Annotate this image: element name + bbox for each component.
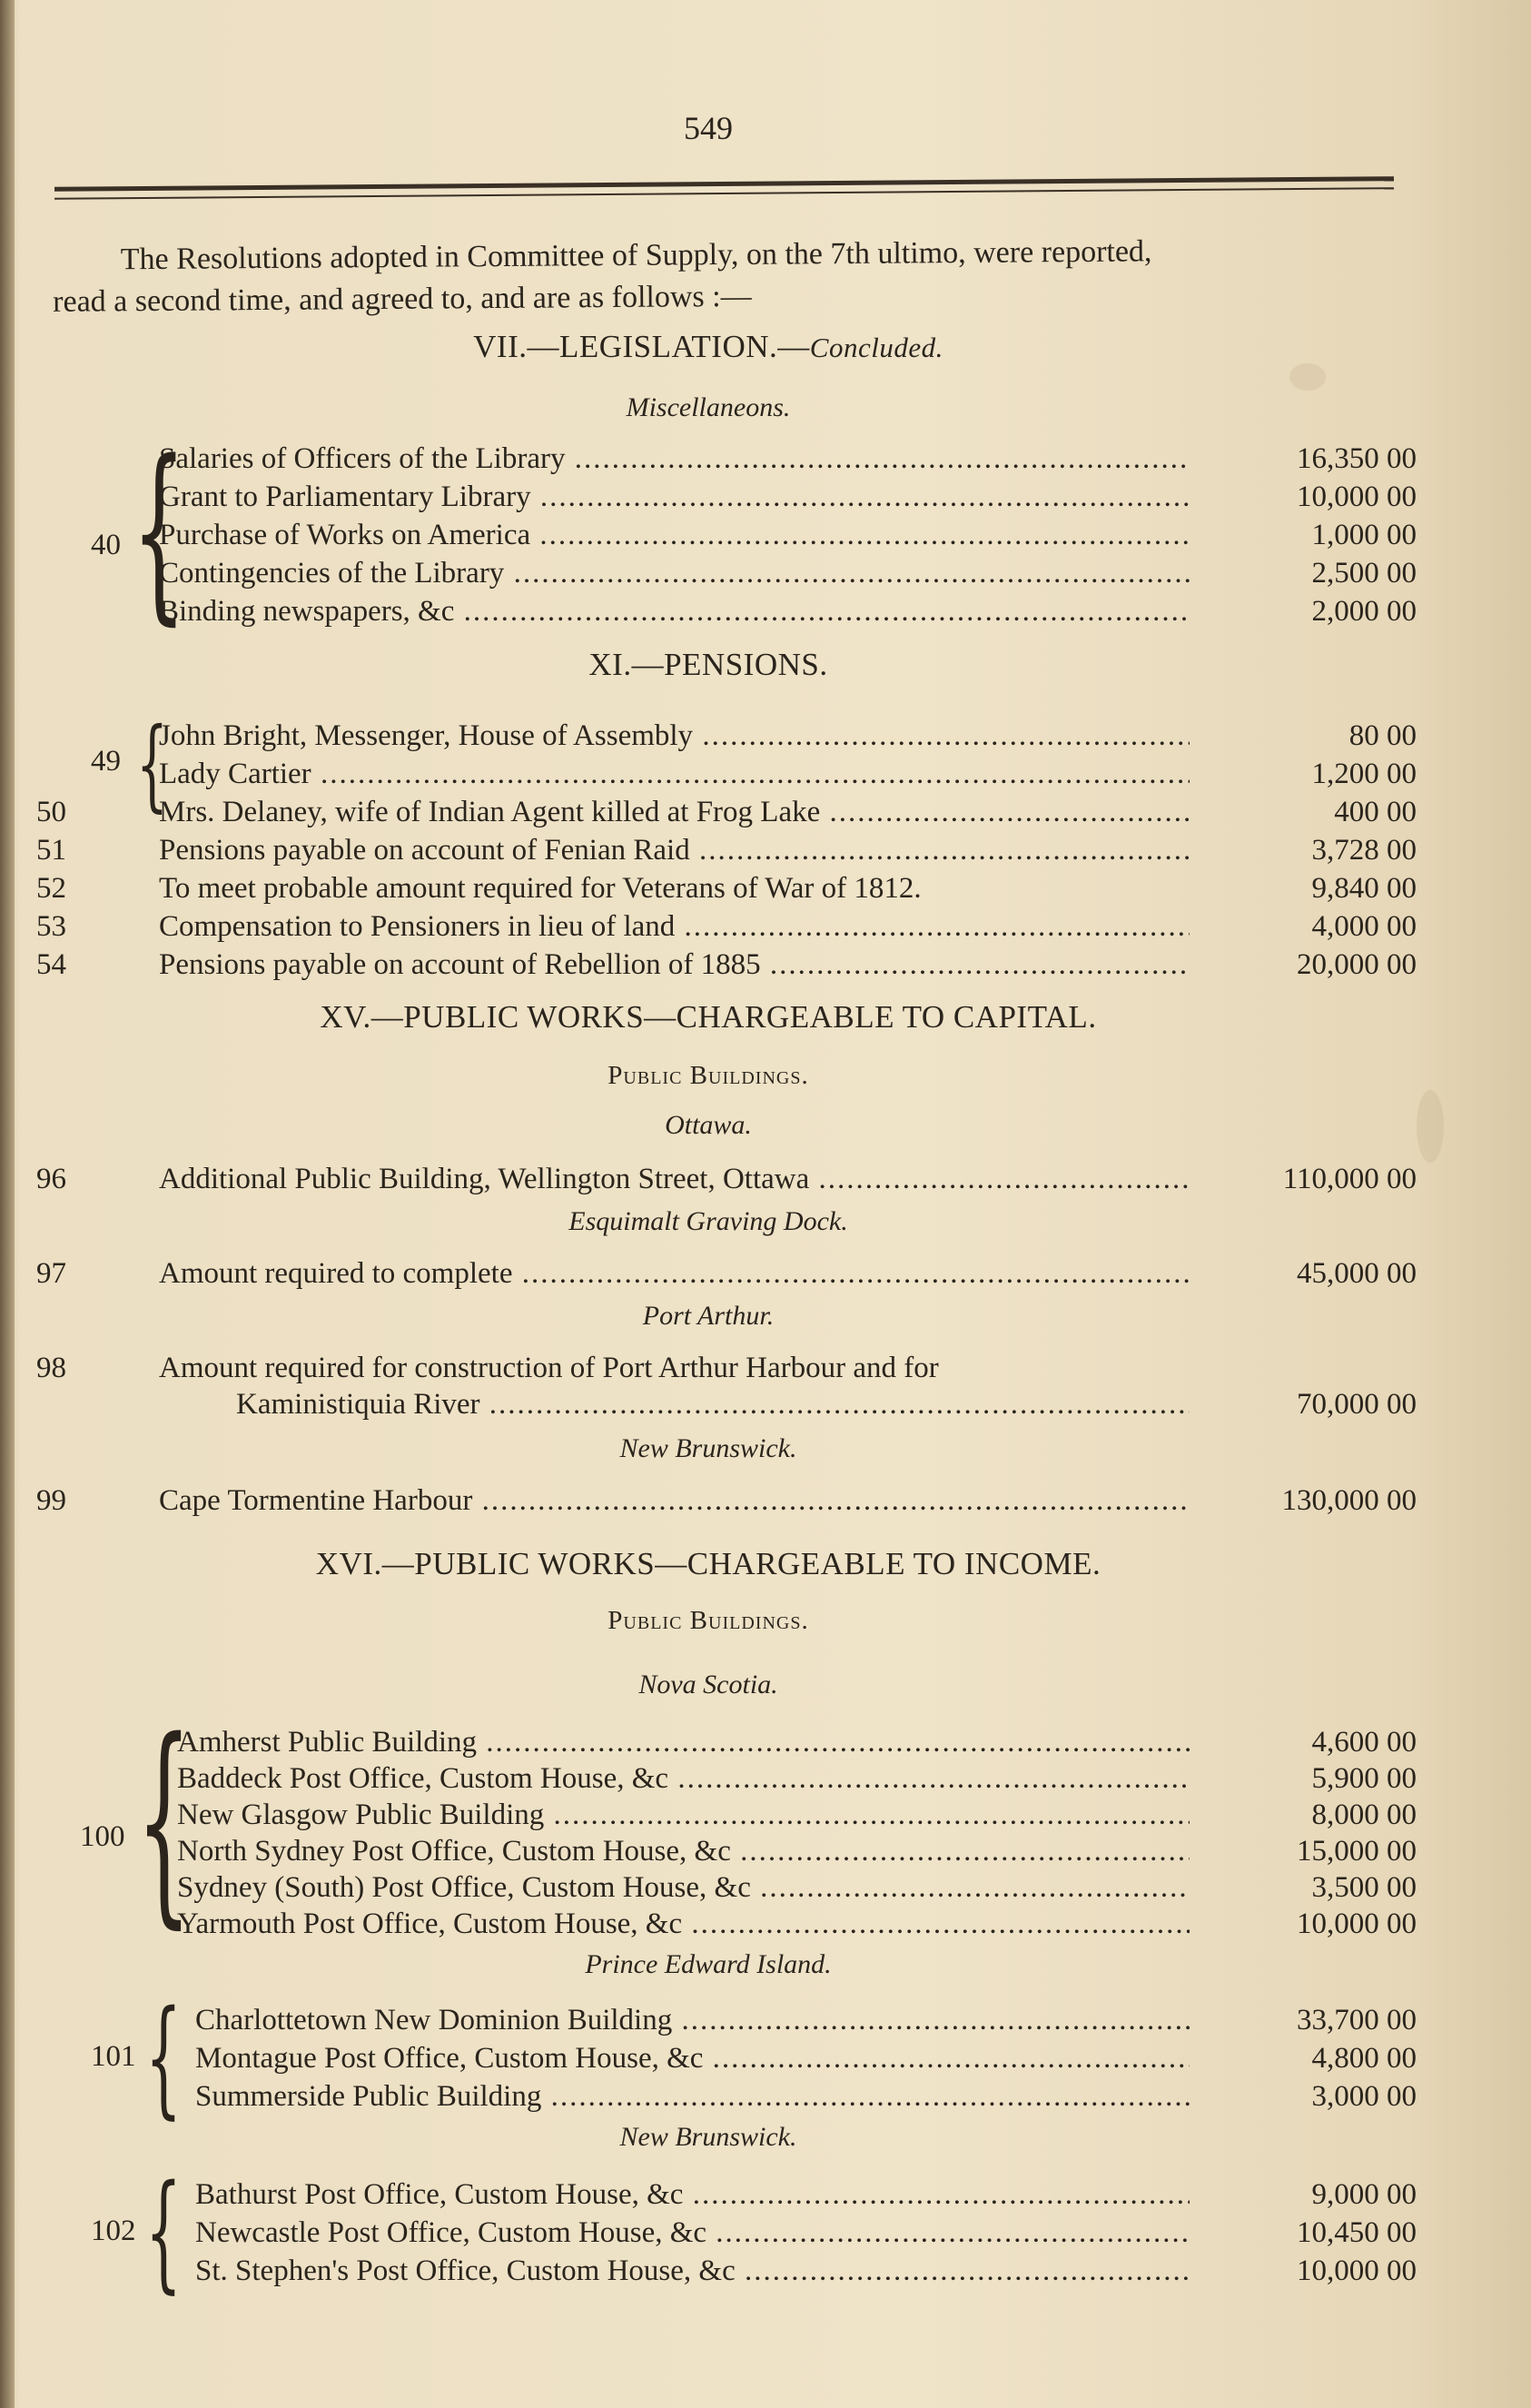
item-desc: St. Stephen's Post Office, Custom House, &c .....: [195, 2253, 1190, 2289]
item-desc: Amherst Public Building .....: [177, 1724, 1190, 1760]
item-amount: 45,000 00: [1297, 1257, 1417, 1290]
item-amount: 5,900 00: [1311, 1762, 1417, 1795]
item-desc: North Sydney Post Office, Custom House, &c .....: [177, 1833, 1190, 1869]
item-desc: Sydney (South) Post Office, Custom House, &c .....: [177, 1869, 1190, 1906]
section-heading-capital: XV.—PUBLIC WORKS—CHARGEABLE TO CAPITAL.: [320, 999, 1097, 1035]
intro-line: read a second time, and agreed to, and are as follows :—: [53, 279, 752, 319]
table-row: [0, 593, 1453, 629]
item-amount: 70,000 00: [1297, 1388, 1417, 1421]
table-row: [0, 1161, 1453, 1197]
item-amount: 400 00: [1334, 796, 1417, 828]
table-row: [0, 2215, 1453, 2251]
item-amount: 20,000 00: [1297, 948, 1417, 981]
item-desc-continued: Kaministiquia River .....: [236, 1386, 1190, 1422]
item-amount: 3,500 00: [1311, 1871, 1417, 1904]
item-desc: Grant to Parliamentary Library .....: [159, 479, 1190, 515]
subhead-new-brunswick: New Brunswick.: [619, 1433, 797, 1463]
item-amount: 10,000 00: [1297, 2254, 1417, 2287]
table-row: [0, 1869, 1453, 1906]
item-amount: 9,840 00: [1311, 872, 1417, 905]
item-amount: 10,450 00: [1297, 2216, 1417, 2249]
item-desc: Mrs. Delaney, wife of Indian Agent killed at Frog Lake .....: [159, 794, 1190, 830]
table-row: [0, 2253, 1453, 2289]
group-number: 102: [91, 2215, 136, 2247]
item-number: 98: [36, 1352, 66, 1384]
item-amount: 1,000 00: [1311, 519, 1417, 551]
item-desc: Contingencies of the Library .....: [159, 555, 1190, 591]
page-number: 549: [684, 110, 733, 146]
table-row: [0, 1386, 1453, 1422]
item-number: 96: [36, 1163, 66, 1195]
item-number: 53: [36, 910, 66, 943]
subhead-ottawa: Ottawa.: [665, 1110, 752, 1140]
item-desc: Amount required to complete .....: [159, 1255, 1190, 1292]
item-desc: Compensation to Pensioners in lieu of land .....: [159, 908, 1190, 945]
item-desc: Amount required for construction of Port Arthur Harbour and for: [159, 1352, 939, 1384]
table-row: [0, 517, 1453, 553]
intro-line: The Resolutions adopted in Committee of Supply, on the 7th ultimo, were reported,: [120, 234, 1152, 277]
group-number: 40: [91, 529, 121, 561]
brace-icon: {: [145, 1984, 183, 2132]
table-row: [0, 832, 1453, 868]
item-amount: 1,200 00: [1311, 758, 1417, 790]
item-amount: 3,000 00: [1311, 2080, 1417, 2113]
heading-suffix: Concluded.: [809, 332, 943, 363]
item-desc: New Glasgow Public Building .....: [177, 1797, 1190, 1833]
item-amount: 4,800 00: [1311, 2042, 1417, 2075]
group-number: 100: [80, 1820, 125, 1853]
item-desc: Binding newspapers, &c .....: [159, 593, 1190, 629]
item-amount: 10,000 00: [1297, 481, 1417, 513]
table-row: [0, 1724, 1453, 1760]
table-row: [0, 946, 1453, 983]
item-amount: 2,500 00: [1311, 557, 1417, 590]
item-desc: Salaries of Officers of the Library .....: [159, 441, 1190, 477]
item-amount: 2,000 00: [1311, 595, 1417, 628]
table-row: [0, 870, 1453, 907]
table-row: [0, 1797, 1453, 1833]
paper-stain: [1417, 1090, 1444, 1163]
table-row: [0, 2040, 1453, 2076]
table-row: [0, 555, 1453, 591]
item-desc: Pensions payable on account of Fenian Raid .....: [159, 832, 1190, 868]
table-row: [0, 908, 1453, 945]
table-row: [0, 479, 1453, 515]
table-row: [0, 756, 1453, 792]
brace-icon: {: [145, 2158, 183, 2306]
subhead-miscellaneous: Miscellaneons.: [626, 392, 791, 422]
item-desc: Bathurst Post Office, Custom House, &c .....: [195, 2176, 1190, 2213]
table-row: [0, 1906, 1453, 1942]
brace-icon: {: [132, 420, 187, 642]
table-row: [0, 441, 1453, 477]
heading-text: VII.—LEGISLATION.—: [473, 329, 810, 364]
item-amount: 3,728 00: [1311, 834, 1417, 867]
item-number: 99: [36, 1484, 66, 1517]
item-amount: 130,000 00: [1281, 1484, 1417, 1517]
item-desc: Yarmouth Post Office, Custom House, &c .....: [177, 1906, 1190, 1942]
item-desc: Lady Cartier .....: [159, 756, 1190, 792]
item-amount: 4,000 00: [1311, 910, 1417, 943]
item-amount: 10,000 00: [1297, 1908, 1417, 1940]
item-desc: Summerside Public Building .....: [195, 2078, 1190, 2115]
subhead-port-arthur: Port Arthur.: [642, 1301, 775, 1331]
table-row: [0, 1482, 1453, 1519]
item-amount: 80 00: [1348, 719, 1417, 752]
item-amount: 15,000 00: [1297, 1835, 1417, 1868]
item-number: 52: [36, 872, 66, 905]
item-amount: 4,600 00: [1311, 1726, 1417, 1759]
brace-icon: {: [136, 706, 168, 822]
table-row: [0, 1760, 1453, 1797]
paper-stain: [1289, 363, 1326, 391]
table-row: [0, 2176, 1453, 2213]
item-desc: Purchase of Works on America .....: [159, 517, 1190, 553]
table-row: [0, 2002, 1453, 2038]
item-desc: John Bright, Messenger, House of Assembly .....: [159, 718, 1190, 754]
item-desc: Additional Public Building, Wellington Street, Ottawa .....: [159, 1161, 1190, 1197]
table-row: [0, 2078, 1453, 2115]
table-row: [0, 1350, 1453, 1386]
table-row: [0, 1255, 1453, 1292]
item-desc: Newcastle Post Office, Custom House, &c .....: [195, 2215, 1190, 2251]
group-number: 49: [91, 745, 121, 778]
section-heading-pensions: XI.—PENSIONS.: [588, 647, 828, 682]
intro-paragraph: [53, 229, 1407, 323]
item-number: 97: [36, 1257, 66, 1290]
subhead-nova-scotia: Nova Scotia.: [638, 1670, 778, 1699]
table-row: [0, 1833, 1453, 1869]
item-amount: 16,350 00: [1297, 442, 1417, 475]
section-heading-income: XVI.—PUBLIC WORKS—CHARGEABLE TO INCOME.: [315, 1546, 1101, 1581]
subhead-new-brunswick: New Brunswick.: [619, 2122, 797, 2152]
item-desc: To meet probable amount required for Veterans of War of 1812.: [159, 872, 922, 905]
item-amount: 9,000 00: [1311, 2178, 1417, 2211]
brace-icon: {: [136, 1693, 193, 1947]
item-desc: Montague Post Office, Custom House, &c .....: [195, 2040, 1190, 2076]
item-amount: 8,000 00: [1311, 1799, 1417, 1831]
table-row: [0, 718, 1453, 754]
item-number: 50: [36, 796, 66, 828]
subhead-pei: Prince Edward Island.: [585, 1949, 832, 1979]
table-row: [0, 794, 1453, 830]
item-desc: Charlottetown New Dominion Building .....: [195, 2002, 1190, 2038]
subhead-public-buildings: Public Buildings.: [607, 1606, 809, 1635]
subhead-esquimalt: Esquimalt Graving Dock.: [568, 1206, 848, 1236]
section-heading-legislation: [0, 329, 1417, 365]
item-desc: Cape Tormentine Harbour .....: [159, 1482, 1190, 1519]
item-desc: Baddeck Post Office, Custom House, &c .....: [177, 1760, 1190, 1797]
item-amount: 110,000 00: [1282, 1163, 1417, 1195]
item-amount: 33,700 00: [1297, 2004, 1417, 2036]
item-number: 54: [36, 948, 66, 981]
item-desc: Pensions payable on account of Rebellion of 1885 .....: [159, 946, 1190, 983]
item-number: 51: [36, 834, 66, 867]
group-number: 101: [91, 2040, 136, 2073]
subhead-public-buildings: Public Buildings.: [607, 1061, 809, 1090]
